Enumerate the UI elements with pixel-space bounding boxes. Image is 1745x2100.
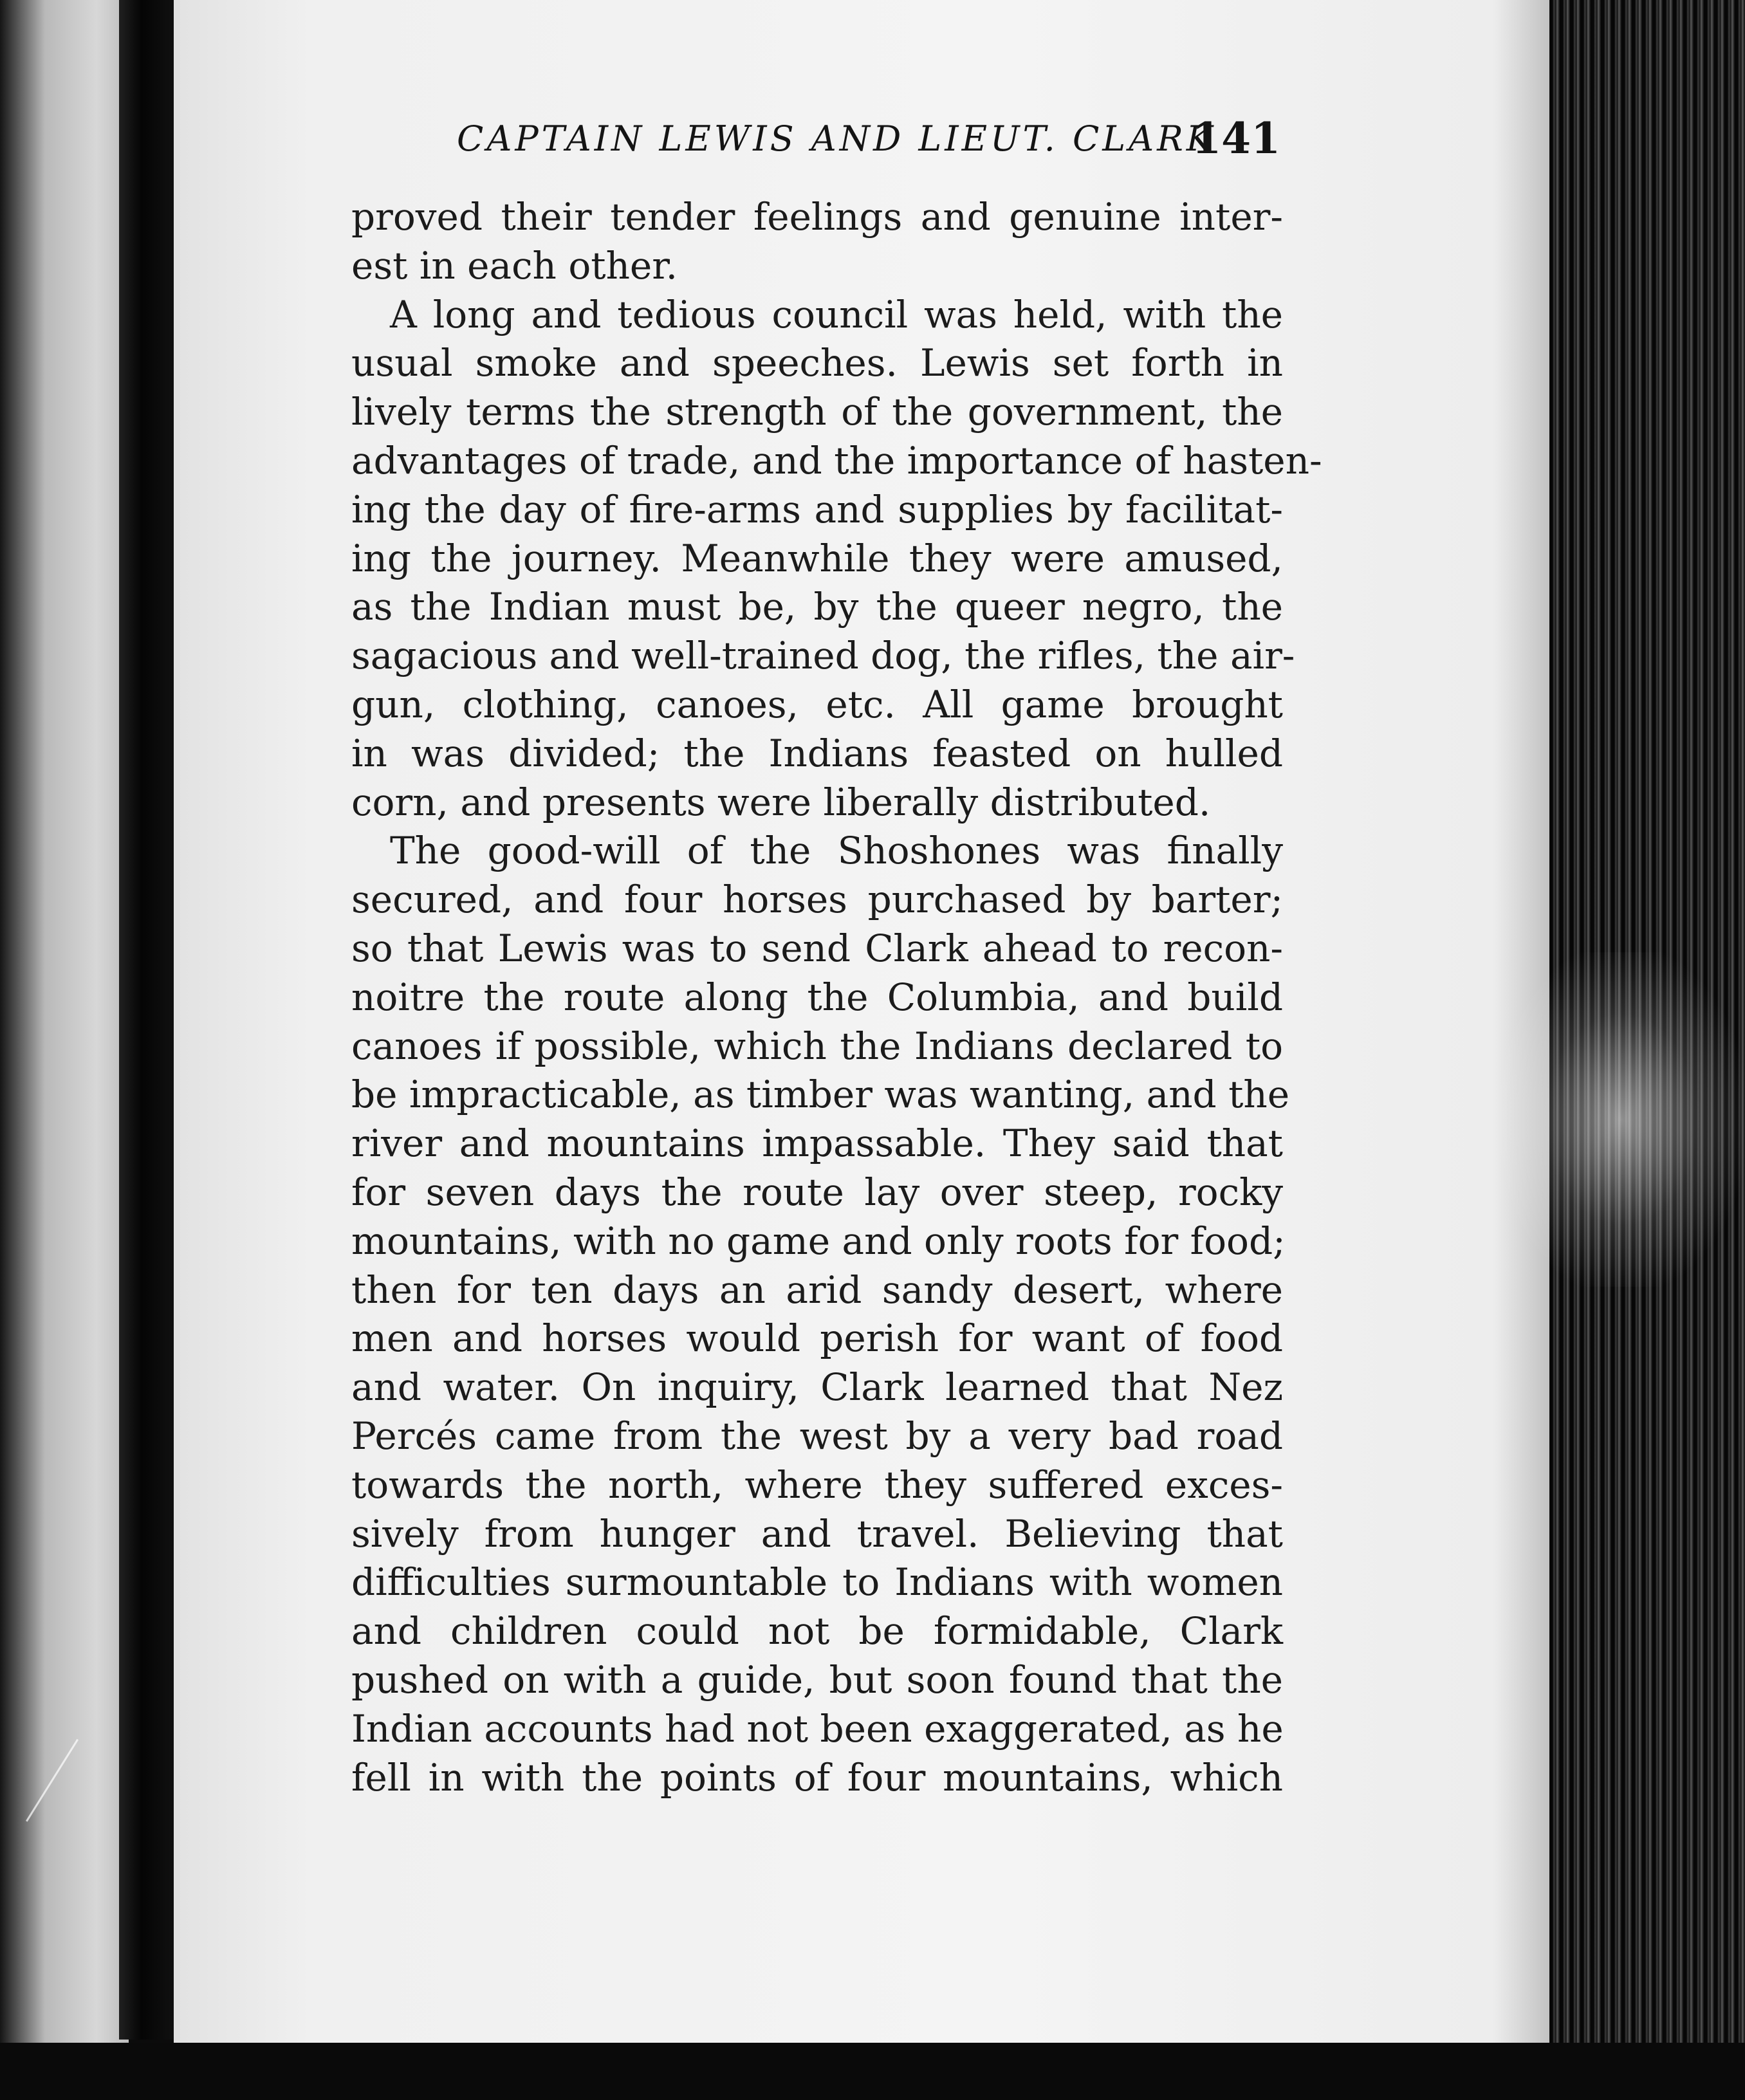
text-line: for seven days the route lay over steep, rocky [351,1170,1283,1214]
text-line: be impracticable, as timber was wanting, and the [351,1073,1290,1117]
text-line: men and horses would perish for want of food [351,1316,1283,1361]
text-line: ing the day of fire-arms and supplies by facilitat- [351,487,1283,531]
text-line: advantages of trade, and the importance of hasten- [351,438,1322,483]
bottom-dark-band [0,2043,1745,2100]
text-line: Indian accounts had not been exaggerated, as he [351,1706,1284,1751]
page-number: 141 [1192,113,1280,163]
text-line: canoes if possible, which the Indians declared to [351,1024,1283,1068]
text-line: then for ten days an arid sandy desert, where [351,1267,1283,1312]
text-line: Percés came from the west by a very bad road [351,1414,1283,1458]
text-line: The good-will of the Shoshones was finally [390,829,1283,873]
text-line: pushed on with a guide, but soon found that the [351,1657,1283,1702]
text-line: mountains, with no game and only roots for food; [351,1219,1286,1263]
text-line: river and mountains impassable. They said that [351,1121,1283,1166]
light-glare [1499,952,1744,1287]
text-line: towards the north, where they suffered exces- [351,1462,1283,1507]
running-head [360,111,1287,175]
text-line: corn, and presents were liberally distributed. [351,780,1211,824]
book-spine-shadow [119,0,176,2040]
text-line: usual smoke and speeches. Lewis set forth in [351,341,1283,385]
text-line: ing the journey. Meanwhile they were amused, [351,536,1283,580]
text-line: noitre the route along the Columbia, and build [351,975,1283,1019]
text-line: gun, clothing, canoes, etc. All game brought [351,682,1283,726]
text-line: est in each other. [351,243,678,288]
text-line: fell in with the points of four mountains, which [351,1755,1283,1800]
text-line: and water. On inquiry, Clark learned that Nez [351,1365,1283,1410]
text-line: sively from hunger and travel. Believing that [351,1511,1283,1556]
text-line: and children could not be formidable, Clark [351,1609,1283,1653]
text-line: as the Indian must be, by the queer negro, the [351,585,1283,629]
running-head-title: CAPTAIN LEWIS AND LIEUT. CLARK [457,118,1216,159]
text-line: difficulties surmountable to Indians with women [351,1560,1283,1605]
left-page-edge [0,0,129,2100]
text-line: proved their tender feelings and genuine inter- [351,195,1283,239]
text-line: secured, and four horses purchased by barter; [351,878,1283,922]
text-line: so that Lewis was to send Clark ahead to recon- [351,926,1283,970]
text-line: A long and tedious council was held, with the [390,292,1283,336]
text-line: sagacious and well-trained dog, the rifles, the air- [351,634,1295,678]
body-text [351,193,1322,1802]
text-line: in was divided; the Indians feasted on hulled [351,731,1283,775]
text-line: lively terms the strength of the government, the [351,390,1283,434]
